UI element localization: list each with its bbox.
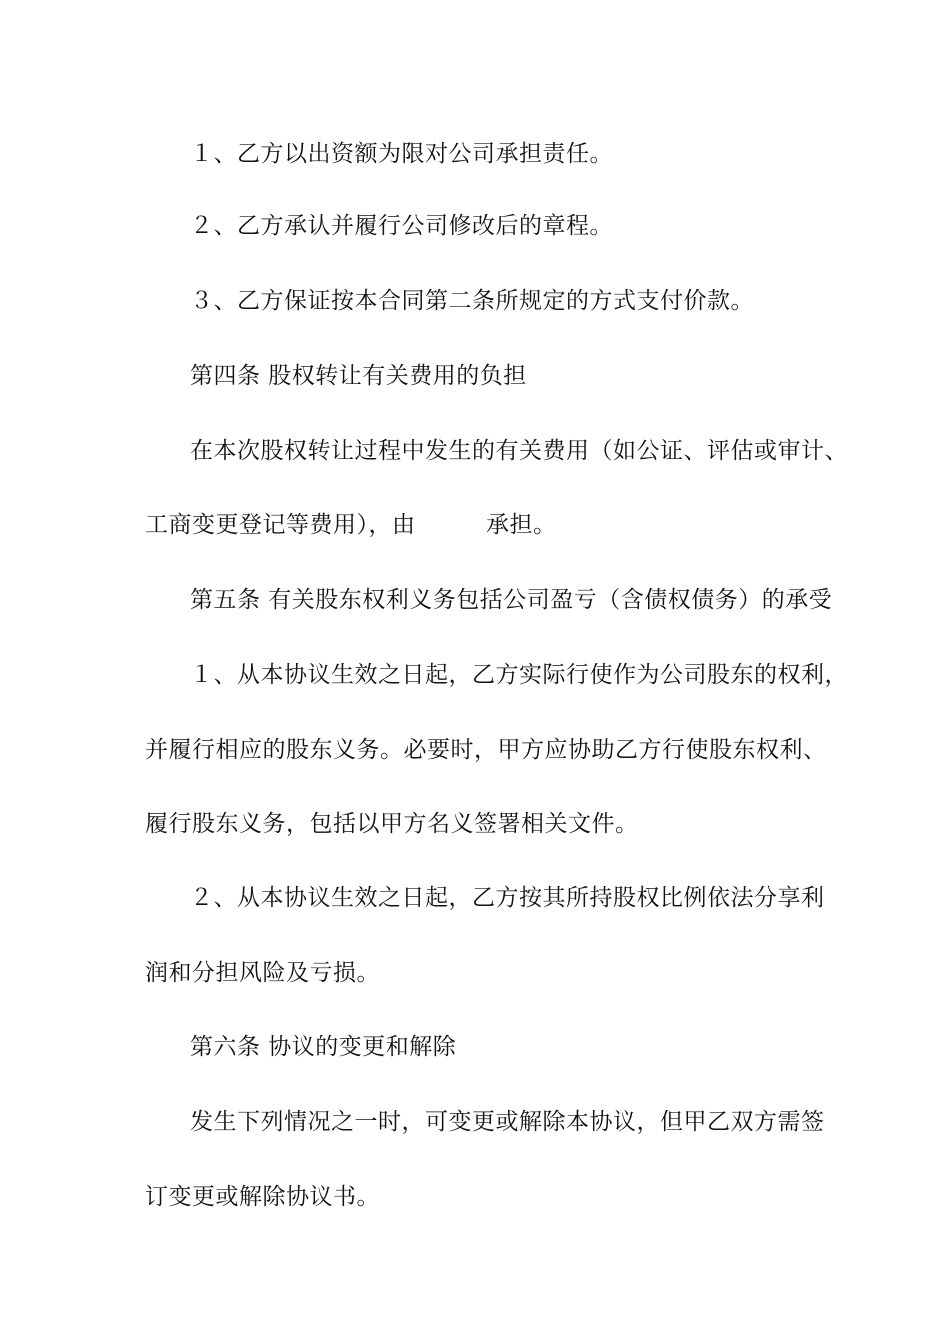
article-6-text-line-2: 订变更或解除协议书。 [145, 1184, 380, 1210]
article-4-text-line-1: 在本次股权转让过程中发生的有关费用（如公证、评估或审计、 [190, 438, 848, 464]
article-4-heading: 第四条 股权转让有关费用的负担 [190, 363, 527, 389]
article-5-item-2-line-1: ２、从本协议生效之日起，乙方按其所持股权比例依法分享利 [190, 885, 825, 911]
article-5-item-1-line-3: 履行股东义务，包括以甲方名义签署相关文件。 [145, 811, 639, 837]
article-5-heading: 第五条 有关股东权利义务包括公司盈亏（含债权债务）的承受 [190, 587, 833, 613]
article-5-item-1-line-2: 并履行相应的股东义务。必要时，甲方应协助乙方行使股东权利、 [145, 737, 827, 763]
article-5-item-1-line-1: １、从本协议生效之日起，乙方实际行使作为公司股东的权利， [190, 662, 848, 688]
article-5-item-2-line-2: 润和分担风险及亏损。 [145, 960, 380, 986]
clause-3-item-1: １、乙方以出资额为限对公司承担责任。 [190, 141, 613, 167]
clause-3-item-2: ２、乙方承认并履行公司修改后的章程。 [190, 213, 613, 239]
clause-3-item-3: ３、乙方保证按本合同第二条所规定的方式支付价款。 [190, 288, 754, 314]
article-4-text-line-2: 工商变更登记等费用），由 承担。 [145, 512, 557, 538]
article-6-heading: 第六条 协议的变更和解除 [190, 1034, 457, 1060]
article-6-text-line-1: 发生下列情况之一时，可变更或解除本协议，但甲乙双方需签 [190, 1109, 825, 1135]
